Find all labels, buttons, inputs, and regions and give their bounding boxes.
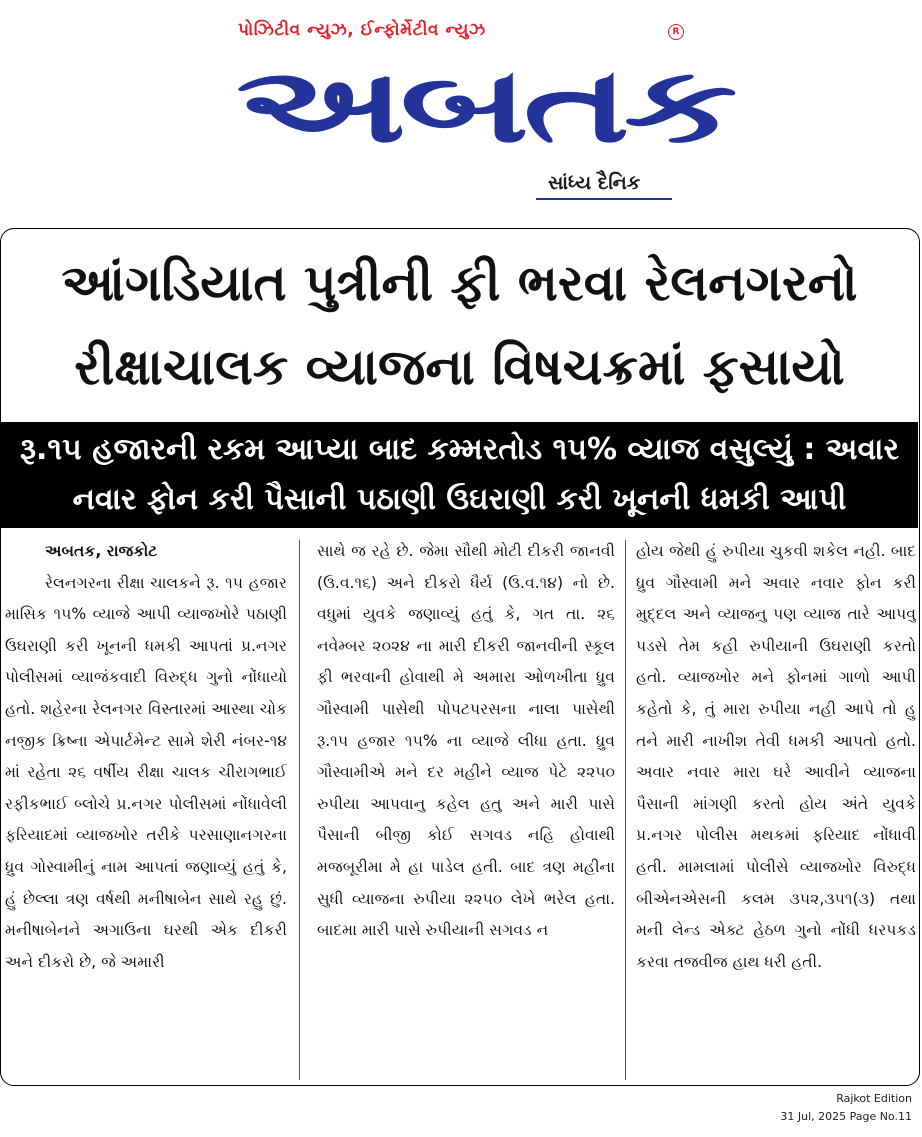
article-headline <box>1 229 918 424</box>
masthead-tagline: પોઝિટીવ ન્યુઝ, ઈન્ફોર્મેટીવ ન્યુઝ <box>238 20 486 40</box>
subtitle-underline <box>536 198 672 200</box>
headline-line-2: રીક્ષાચાલક વ્યાજના વિષચક્રમાં ફસાયો <box>74 338 845 396</box>
news-article <box>0 228 920 1086</box>
date-page-label: 31 Jul, 2025 Page No.11 <box>780 1110 912 1123</box>
headline-line-1: આંગડિયાત પુત્રીની ફી ભરવા રેલનગરનો <box>61 254 858 312</box>
column-divider <box>299 540 300 1080</box>
newspaper-logo: અબતક <box>236 44 732 166</box>
article-body <box>1 534 918 1084</box>
subhead-line-1: રૂ.૧૫ હજારની રકમ આપ્યા બાદ કમ્મરતોડ ૧૫% વ્યાજ વસુલ્યું : અવાર <box>19 432 899 467</box>
dateline: અબતક, રાજકોટ <box>45 542 158 560</box>
column-divider <box>625 540 626 1080</box>
masthead <box>0 0 922 215</box>
registered-trademark-icon: R <box>668 24 684 40</box>
page-footer <box>780 1090 912 1126</box>
body-column-2: સાથે જ રહે છે. જેમા સૌથી મોટી દીકરી જાનવી (ઉ.વ.૧૬) અને દીકરો ધૈર્ય (ઉ.વ.૧૪) નો છે. વધુમાં યુવકે જણાવ્યું હતું કે, ગત તા. ૨૬ નવેમ્બર ૨૦૨૪ ના મારી દીકરી જાનવીની સ્કૂલ ફી ભરવાની હોવાથી મે અમારા ઓળખીતા ધ્રુવ ગૌસ્વામી પાસેથી પોપટપરસના નાલા પાસેથી રૂ.૧૫ હજાર ૧૫% ના વ્યાજે લીધા હતા. ધ્રુવ ગૌસ્વામીએ મને દર મહીને વ્યાજ પેટે ૨૨૫૦ રુપીયા આપવાનુ કહેલ હતુ અને મારી પાસે પૈસાની બીજી કોઈ સગવડ નહિ હોવાથી મજબૂરીમા મે હા પાડેલ હતી. બાદ ત્રણ મહીના સુધી વ્યાજના રુપીયા ૨૨૫૦ લેખે ભરેલ હતા. બાદમા મારી પાસે રુપીયાની સગવડ ન <box>317 542 615 940</box>
body-column-1 <box>5 536 287 1081</box>
edition-label: Rajkot Edition <box>836 1092 912 1105</box>
column-1-text: રેલનગરના રીક્ષા ચાલકને રૂ. ૧૫ હજાર માસિક ૧૫% વ્યાજે આપી વ્યાજખોરે પઠાણી ઉઘરાણી કરી ખૂનની ધમકી આપતાં પ્ર.નગર પોલીસમાં વ્યાજંકવાદી વિરુદ્ધ ગુનો નોંધાયો હતો. શહેરના રેલનગર વિસ્તારમાં આસ્થા ચોક નજીક ક્રિષ્ના એપાર્ટમેન્ટ સામે શેરી નંબર-૧૪ માં રહેતા ૨૬ વર્ષીય રીક્ષા ચાલક ચીરાગભાઈ રફીકભાઈ બ્લોચે પ્ર.નગર પોલીસમાં નોંધાવેલી ફરિયાદમાં વ્યાજખોર તરીકે પરસાણાનગરના ધ્રુવ ગોસ્વામીનું નામ આપતાં જણાવ્યું હતું કે, હું છેલ્લા ત્રણ વર્ષથી મનીષાબેન સાથે રહુ છું. મનીષાબેનને અગાઉના ઘરથી એક દીકરી અને દીકરો છે, જે અમારી <box>5 573 287 971</box>
subhead-line-2: નવાર ફોન કરી પૈસાની પઠાણી ઉઘરાણી કરી ખૂનની ધમકી આપી <box>72 482 847 517</box>
masthead-subtitle: સાંધ્ય દૈનિક <box>548 172 641 194</box>
body-column-3: હોય જેથી હું રુપીયા ચુકવી શકેલ નહી. બાદ ધ્રુવ ગૌસ્વામી મને અવાર નવાર ફોન કરી મુદ્દલ અને વ્યાજનુ પણ વ્યાજ તારે આપવુ પડસે તેમ કહી રુપીયાની ઉઘરાણી કરતો હતો. વ્યાજખોર મને ફોનમાં ગાળો આપી કહેતો કે, તું મારા રુપીયા નહી આપે તો હુ તને મારી નાખીશ તેવી ધમકી આપતો હતો. અવાર નવાર મારા ઘરે આવીને વ્યાજના પૈસાની માંગણી કરતો હોય અંતે યુવકે પ્ર.નગર પોલીસ મથકમાં ફરિયાદ નોંધાવી હતી. મામલામાં પોલીસે વ્યાજખોર વિરુદ્ધ બીએનએસની કલમ ૩૫૨,૩૫૧(૩) તથા મની લેન્ડ એક્ટ હેઠળ ગુનો નોંધી ધરપકડ કરવા તજવીજ હાથ ધરી હતી. <box>636 542 916 971</box>
article-subheadline <box>1 422 918 528</box>
